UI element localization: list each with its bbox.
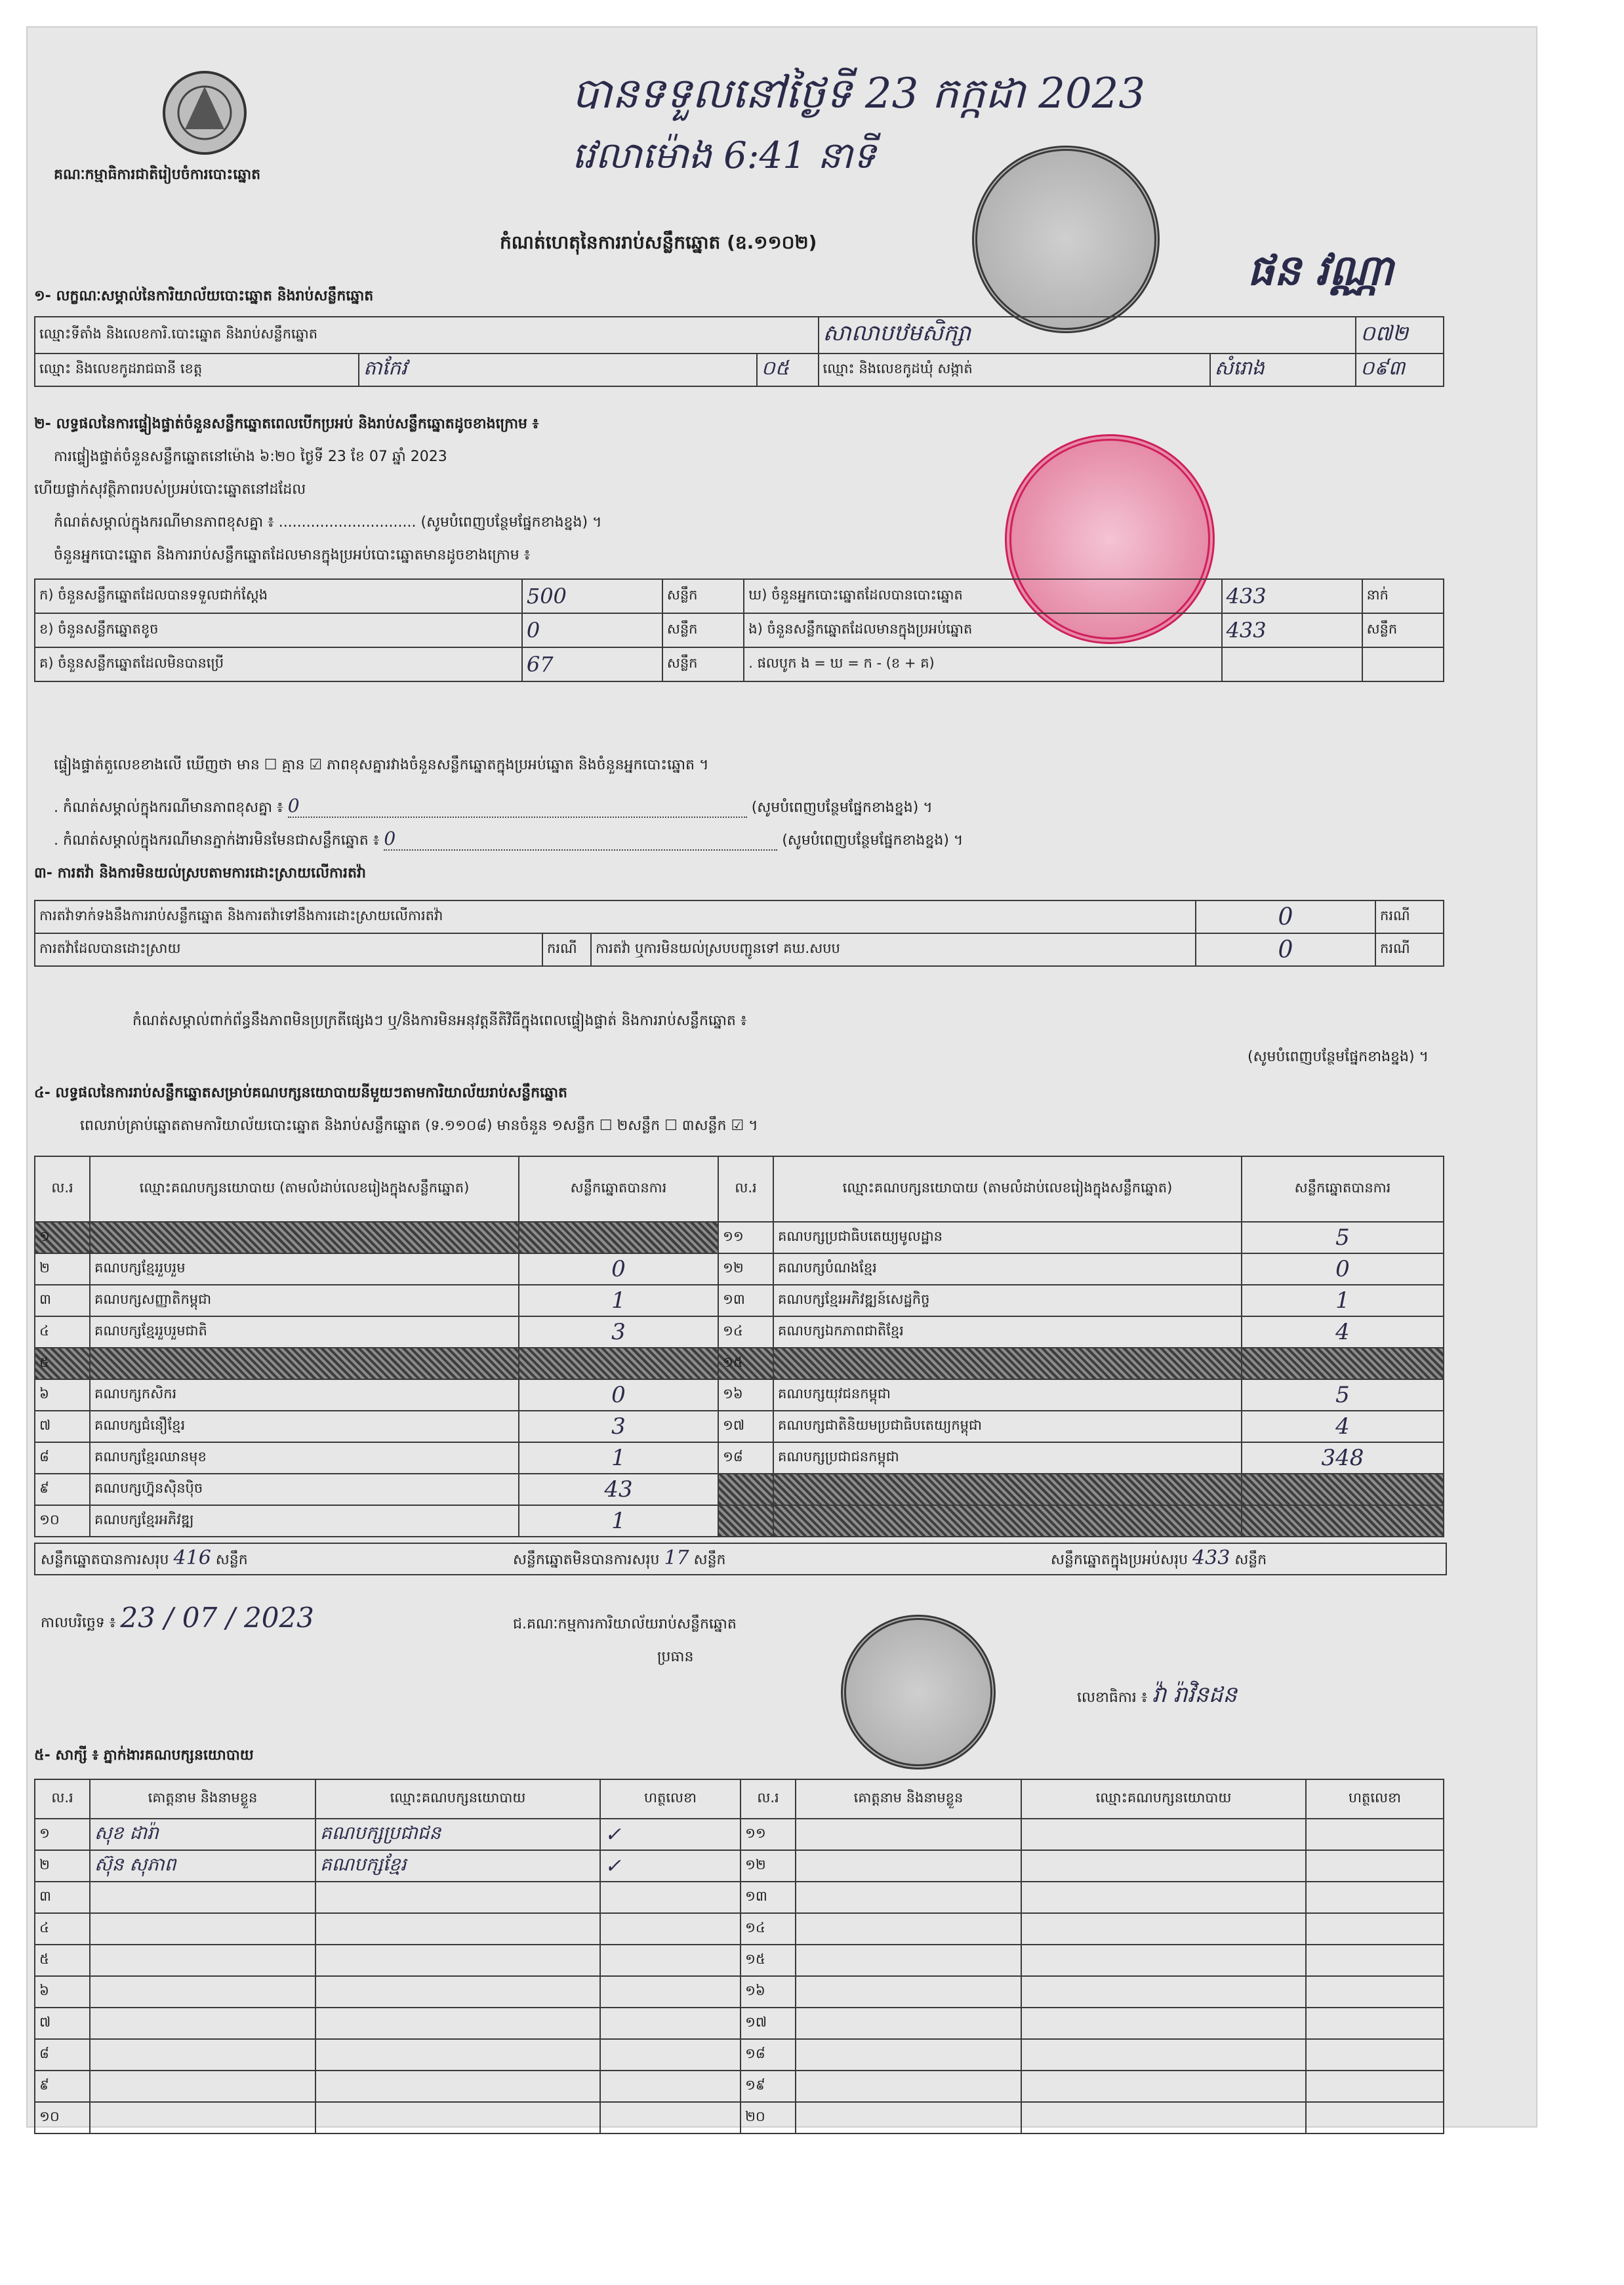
count-label: ង) ចំនួនសន្លឹកឆ្នោតដែលមានក្នុងប្រអប់ឆ្នោត bbox=[744, 613, 1221, 647]
count-value: 500 bbox=[522, 579, 662, 613]
witness-number: ១ bbox=[35, 1819, 90, 1850]
witness-row bbox=[35, 1945, 1444, 1976]
witness-name bbox=[90, 2008, 315, 2039]
province-value: តាកែវ bbox=[359, 354, 757, 386]
witness-party bbox=[315, 1976, 600, 2008]
witness-signature bbox=[600, 1913, 741, 1945]
section2-table bbox=[34, 578, 1444, 682]
party-number: ៧ bbox=[35, 1411, 90, 1442]
committee-name: គណៈកម្មាធិការជាតិរៀបចំការបោះឆ្នោត bbox=[54, 167, 261, 183]
witness-number: ១៤ bbox=[741, 1913, 796, 1945]
irregularity-note-tail: (សូមបំពេញបន្ថែមផ្នែកខាងខ្នង) ។ bbox=[1248, 1049, 1429, 1065]
party-votes: 1 bbox=[1242, 1285, 1444, 1316]
witness-party bbox=[315, 2008, 600, 2039]
witness-name bbox=[796, 1913, 1021, 1945]
party-votes: 0 bbox=[1242, 1253, 1444, 1285]
witness-signature bbox=[1306, 2102, 1444, 2133]
witness-party: គណបក្សប្រជាជន bbox=[315, 1819, 600, 1850]
witness-number: ២០ bbox=[741, 2102, 796, 2133]
witness-number: ៥ bbox=[35, 1945, 90, 1976]
party-row bbox=[35, 1285, 1444, 1316]
party-name: គណបក្សខ្មែរឈានមុខ bbox=[90, 1442, 519, 1474]
witness-party bbox=[1021, 2071, 1306, 2102]
party-votes: 1 bbox=[519, 1285, 718, 1316]
party-name: គណបក្សខ្មែរអភិវឌ្ឍ bbox=[90, 1505, 519, 1537]
forwarded-label: ការតវ៉ា ឬការមិនយល់ស្របបញ្ជូនទៅ គឃ.សបប bbox=[591, 933, 1196, 966]
party-name bbox=[773, 1505, 1242, 1537]
party-number: ១៦ bbox=[718, 1379, 773, 1411]
section3-title: ៣- ការតវ៉ា និងការមិនយល់ស្របតាមការដោះស្រាយលើការតវ៉ា bbox=[34, 865, 366, 881]
section1-table bbox=[34, 316, 1444, 387]
witness-signature bbox=[600, 2039, 741, 2071]
witness-name bbox=[90, 1882, 315, 1913]
witness-row bbox=[35, 2039, 1444, 2071]
witness-row bbox=[35, 2102, 1444, 2133]
witness-party bbox=[1021, 1882, 1306, 1913]
section4-title: ៤- លទ្ធផលនៃការរាប់សន្លឹកឆ្នោតសម្រាប់គណបក្សនយោបាយនីមួយៗតាមការិយាល័យរាប់សន្លឹកឆ្នោត bbox=[34, 1085, 568, 1101]
witness-name bbox=[796, 2008, 1021, 2039]
party-votes: 0 bbox=[519, 1253, 718, 1285]
witness-name: ស៊ុន សុភាព bbox=[90, 1850, 315, 1882]
secretary-name: វ៉ា រ៉ាវិនដន bbox=[1152, 1682, 1237, 1708]
count-value: 433 bbox=[1222, 613, 1362, 647]
count-label: ឃ) ចំនួនអ្នកបោះឆ្នោតដែលបានបោះឆ្នោត bbox=[744, 579, 1221, 613]
party-number: ១៥ bbox=[718, 1348, 773, 1379]
party-number: ១៣ bbox=[718, 1285, 773, 1316]
party-number: ១២ bbox=[718, 1253, 773, 1285]
office-label: ជ.គណៈកម្មការការិយាល័យរាប់សន្លឹកឆ្នោត bbox=[513, 1616, 737, 1632]
witness-number: ៣ bbox=[35, 1882, 90, 1913]
witness-party: គណបក្សខ្មែរ bbox=[315, 1850, 600, 1882]
witness-name: សុខ ដារ៉ា bbox=[90, 1819, 315, 1850]
party-number: ១១ bbox=[718, 1222, 773, 1253]
witness-name bbox=[90, 2039, 315, 2071]
witness-party bbox=[1021, 1945, 1306, 1976]
verify-time-line: ការផ្ទៀងផ្ទាត់ចំនួនសន្លឹកឆ្នោតនៅម៉ោង ៦:២០ ថ្ងៃទី 23 ខែ 07 ឆ្នាំ 2023 bbox=[54, 449, 447, 465]
witness-number: ៦ bbox=[35, 1976, 90, 2008]
party-number: ៦ bbox=[35, 1379, 90, 1411]
party-votes: 1 bbox=[519, 1505, 718, 1537]
witness-name bbox=[90, 2071, 315, 2102]
party-row bbox=[35, 1411, 1444, 1442]
party-number: ៣ bbox=[35, 1285, 90, 1316]
party-name: គណបក្សខ្មែររួបរួមជាតិ bbox=[90, 1316, 519, 1348]
party-votes: 3 bbox=[519, 1411, 718, 1442]
witness-number: ១១ bbox=[741, 1819, 796, 1850]
witness-name bbox=[796, 2102, 1021, 2133]
received-date: បានទទួលនៅថ្ងៃទី 23 កក្កដា 2023 bbox=[572, 70, 1146, 118]
count-row bbox=[35, 647, 1444, 681]
party-number: ១៤ bbox=[718, 1316, 773, 1348]
witness-party bbox=[1021, 1976, 1306, 2008]
witness-signature bbox=[1306, 1976, 1444, 2008]
witness-signature bbox=[600, 2008, 741, 2039]
witness-signature: ✓ bbox=[600, 1850, 741, 1882]
location-label: ឈ្មោះទីតាំង និងលេខការិ.បោះឆ្នោត និងរាប់សន្លឹកឆ្នោត bbox=[35, 317, 819, 354]
witness-number: ៩ bbox=[35, 2071, 90, 2102]
party-name: គណបក្សបំណងខ្មែរ bbox=[773, 1253, 1242, 1285]
total-all: 433 bbox=[1192, 1547, 1230, 1569]
party-row bbox=[35, 1222, 1444, 1253]
witness-name bbox=[796, 2039, 1021, 2071]
witness-row bbox=[35, 1850, 1444, 1882]
party-name: គណបក្សឯកភាពជាតិខ្មែរ bbox=[773, 1316, 1242, 1348]
received-time: វេលាម៉ោង 6:41 នាទី bbox=[572, 134, 876, 177]
party-number: ៤ bbox=[35, 1316, 90, 1348]
party-name: គណបក្សខ្មែរអភិវឌ្ឍន៍សេដ្ឋកិច្ច bbox=[773, 1285, 1242, 1316]
witness-signature bbox=[600, 1882, 741, 1913]
party-number: ៨ bbox=[35, 1442, 90, 1474]
complaint-value: 0 bbox=[1196, 900, 1375, 933]
date-value: 23 / 07 / 2023 bbox=[120, 1602, 314, 1634]
witness-signature bbox=[600, 2071, 741, 2102]
witness-signature bbox=[1306, 1850, 1444, 1882]
witness-name bbox=[796, 1945, 1021, 1976]
witness-name bbox=[796, 1850, 1021, 1882]
witness-number: ១៥ bbox=[741, 1945, 796, 1976]
witness-party bbox=[315, 1882, 600, 1913]
party-votes: 4 bbox=[1242, 1411, 1444, 1442]
party-name: គណបក្សប្រជាជនកម្ពុជា bbox=[773, 1442, 1242, 1474]
party-votes bbox=[519, 1348, 718, 1379]
party-number: ៥ bbox=[35, 1348, 90, 1379]
party-number bbox=[718, 1474, 773, 1505]
party-row bbox=[35, 1253, 1444, 1285]
form-sheet bbox=[26, 26, 1537, 2128]
count-intro-line: ចំនួនអ្នកបោះឆ្នោត និងការរាប់សន្លឹកឆ្នោតដែលមានក្នុងប្រអប់បោះឆ្នោតមានដូចខាងក្រោម ៖ bbox=[54, 547, 531, 563]
agent-note: . កំណត់សម្គាល់ក្នុងករណីមានភ្នាក់ងារមិនមែនជាសន្លឹកឆ្នោត ៖ 0 (សូមបំពេញបន្ថែមផ្នែកខាងខ្នង) ។ bbox=[54, 828, 964, 849]
party-name: គណបក្សប្រជាធិបតេយ្យមូលដ្ឋាន bbox=[773, 1222, 1242, 1253]
witness-party bbox=[1021, 2102, 1306, 2133]
party-number: ២ bbox=[35, 1253, 90, 1285]
witness-row bbox=[35, 1976, 1444, 2008]
witness-number: ១៨ bbox=[741, 2039, 796, 2071]
commune-value: សំរោង bbox=[1210, 354, 1356, 386]
party-votes: 348 bbox=[1242, 1442, 1444, 1474]
count-unit bbox=[1362, 647, 1444, 681]
witness-signature bbox=[600, 1945, 741, 1976]
difference-note: . កំណត់សម្គាល់ក្នុងករណីមានភាពខុសគ្នា ៖ 0 (សូមបំពេញបន្ថែមផ្នែកខាងខ្នង) ។ bbox=[54, 795, 933, 817]
count-unit: សន្លឹក bbox=[662, 647, 744, 681]
party-name: គណបក្សកសិករ bbox=[90, 1379, 519, 1411]
province-code: ០៥ bbox=[757, 354, 819, 386]
witness-number: ២ bbox=[35, 1850, 90, 1882]
section2-title: ២- លទ្ធផលនៃការផ្ទៀងផ្ទាត់ចំនួនសន្លឹកឆ្នោតពេលបើកប្រអប់ និងរាប់សន្លឹកឆ្នោតដូចខាងក្រោម ៖ bbox=[34, 416, 539, 432]
party-name: គណបក្សជំនឿខ្មែរ bbox=[90, 1411, 519, 1442]
witness-signature bbox=[1306, 2071, 1444, 2102]
witness-party bbox=[1021, 1819, 1306, 1850]
party-number: ១០ bbox=[35, 1505, 90, 1537]
total-valid: 416 bbox=[173, 1547, 211, 1569]
count-value: 67 bbox=[522, 647, 662, 681]
witness-number: ១៧ bbox=[741, 2008, 796, 2039]
count-unit: នាក់ bbox=[1362, 579, 1444, 613]
witness-signature bbox=[1306, 1819, 1444, 1850]
party-votes: 0 bbox=[519, 1379, 718, 1411]
forwarded-value: 0 bbox=[1196, 933, 1375, 966]
emblem-icon bbox=[159, 67, 251, 159]
seal-line: ហើយផ្លាក់សុវត្ថិភាពរបស់ប្រអប់បោះឆ្នោតនៅដដែល bbox=[34, 481, 306, 498]
witness-row bbox=[35, 1819, 1444, 1850]
party-name: គណបក្សជាតិនិយមប្រជាធិបតេយ្យកម្ពុជា bbox=[773, 1411, 1242, 1442]
witness-name bbox=[90, 1913, 315, 1945]
count-value: 433 bbox=[1222, 579, 1362, 613]
witness-number: ១០ bbox=[35, 2102, 90, 2133]
party-name bbox=[773, 1474, 1242, 1505]
witness-number: ១២ bbox=[741, 1850, 796, 1882]
party-votes: 1 bbox=[519, 1442, 718, 1474]
province-label: ឈ្មោះ និងលេខកូដរាជធានី ខេត្ត bbox=[35, 354, 359, 386]
witness-name bbox=[796, 1882, 1021, 1913]
witness-party bbox=[1021, 2039, 1306, 2071]
party-name bbox=[773, 1348, 1242, 1379]
chief-label: ប្រធាន bbox=[657, 1649, 694, 1665]
results-table: ល.រ ឈ្មោះគណបក្សនយោបាយ (តាមលំដាប់លេខរៀងក្នុងសន្លឹកឆ្នោត) សន្លឹកឆ្នោតបានការ ល.រ ឈ្មោះគណបក្សនយោបាយ (តាមលំដាប់លេខរៀងក្នុងសន្លឹកឆ្នោត) សន្លឹកឆ្នោតបានការ ១ ១១ គណបក្សប្រជាធិបតេយ្យមូលដ្ឋាន 5 ២ គណបក្សខ្មែររួបរួម 0 ១២ គណបក្សបំណងខ្មែរ 0 ៣ គណបក្សសញ្ញាតិកម្ពុជា 1 ១៣ គណបក្សខ្មែរអភិវឌ្ឍន៍សេដ្ឋកិច្ច 1 ៤ គណបក្សខ្មែររួបរួមជាតិ 3 ១៤ គណបក្សឯកភាពជាតិខ្មែរ 4 ៥ ១៥ ៦ គណបក្សកសិករ 0 ១៦ គណបក្សយុវជនកម្ពុជា 5 ៧ គណបក្សជំនឿខ្មែរ 3 ១៧ គណបក្សជាតិនិយមប្រជាធិបតេយ្យកម្ពុជា 4 ៨ គណបក្សខ្មែរឈានមុខ 1 ១៨ គណបក្សប្រជាជនកម្ពុជា 348 ៩ គណបក្សហ្វ៊ុនស៊ិនប៉ិច 43 ១០ គណបក្សខ្មែរអភិវឌ្ឍ 1 bbox=[34, 1156, 1444, 1537]
party-number: ១ bbox=[35, 1222, 90, 1253]
witness-number: ៧ bbox=[35, 2008, 90, 2039]
witness-number: ៤ bbox=[35, 1913, 90, 1945]
party-votes bbox=[1242, 1474, 1444, 1505]
witness-row bbox=[35, 1913, 1444, 1945]
witness-name bbox=[796, 2071, 1021, 2102]
witness-signature bbox=[600, 2102, 741, 2133]
party-name: គណបក្សយុវជនកម្ពុជា bbox=[773, 1379, 1242, 1411]
party-row bbox=[35, 1442, 1444, 1474]
count-label: គ) ចំនួនសន្លឹកឆ្នោតដែលមិនបានប្រើ bbox=[35, 647, 522, 681]
count-value: 0 bbox=[522, 613, 662, 647]
party-name: គណបក្សសញ្ញាតិកម្ពុជា bbox=[90, 1285, 519, 1316]
count-unit: សន្លឹក bbox=[662, 579, 744, 613]
witness-name bbox=[90, 1976, 315, 2008]
witness-number: ៨ bbox=[35, 2039, 90, 2071]
party-name: គណបក្សហ្វ៊ុនស៊ិនប៉ិច bbox=[90, 1474, 519, 1505]
official-stamp-icon bbox=[972, 146, 1160, 333]
witness-signature bbox=[1306, 1913, 1444, 1945]
location-code: ០៧២ bbox=[1356, 317, 1444, 354]
count-value bbox=[1222, 647, 1362, 681]
party-row bbox=[35, 1348, 1444, 1379]
party-name: គណបក្សខ្មែររួបរួម bbox=[90, 1253, 519, 1285]
witness-party bbox=[1021, 1850, 1306, 1882]
witness-name bbox=[90, 2102, 315, 2133]
witness-signature bbox=[600, 1976, 741, 2008]
count-unit: សន្លឹក bbox=[662, 613, 744, 647]
totals-row: សន្លឹកឆ្នោតបានការសរុប 416 សន្លឹក សន្លឹកឆ្នោតមិនបានការសរុប 17 សន្លឹក សន្លឹកឆ្នោតក្នុងប្រអប់សរុប 433 សន្លឹក bbox=[34, 1543, 1447, 1575]
party-number: ១៨ bbox=[718, 1442, 773, 1474]
section1-title: ១- លក្ខណៈសម្គាល់នៃការិយាល័យបោះឆ្នោត និងរាប់សន្លឹកឆ្នោត bbox=[34, 288, 374, 304]
date-line: កាលបរិច្ឆេទ ៖ 23 / 07 / 2023 bbox=[41, 1602, 314, 1634]
irregularity-note: កំណត់សម្គាល់ពាក់ព័ន្ធនឹងភាពមិនប្រក្រតីផ្សេងៗ ឬ/និងការមិនអនុវត្តនីតិវិធីក្នុងពេលផ្ទៀងផ្ទាត់ និងការរាប់សន្លឹកឆ្នោត ៖ bbox=[132, 1013, 747, 1029]
witness-number: ១៦ bbox=[741, 1976, 796, 2008]
party-votes bbox=[1242, 1505, 1444, 1537]
witness-row bbox=[35, 1882, 1444, 1913]
party-row bbox=[35, 1379, 1444, 1411]
party-row bbox=[35, 1316, 1444, 1348]
difference-check-line: ផ្ទៀងផ្ទាត់តួលេខខាងលើ ឃើញថា មាន ☐ គ្មាន ☑ ភាពខុសគ្នារវាងចំនួនសន្លឹកឆ្នោតក្នុងប្រអប់ឆ្នោត និងចំនួនអ្នកបោះឆ្នោត ។ bbox=[54, 757, 709, 773]
count-unit: សន្លឹក bbox=[1362, 613, 1444, 647]
witness-table: ល.រ គោត្តនាម និងនាមខ្លួន ឈ្មោះគណបក្សនយោបាយ ហត្ថលេខា ល.រ គោត្តនាម និងនាមខ្លួន ឈ្មោះគណបក្សនយោបាយ ហត្ថលេខា ១ សុខ ដារ៉ា គណបក្សប្រជាជន ✓ ១១ ២ ស៊ុន សុភាព គណបក្សខ្មែរ ✓ ១២ ៣ ១៣ ៤ ១៤ ៥ ១៥ ៦ ១៦ ៧ ១៧ ៨ ១៨ ៩ ១៩ ១០ ២០ bbox=[34, 1779, 1444, 2134]
count-label: ខ) ចំនួនសន្លឹកឆ្នោតខូច bbox=[35, 613, 522, 647]
location-value: សាលាបឋមសិក្សា bbox=[819, 317, 1356, 354]
total-invalid: 17 bbox=[664, 1547, 689, 1569]
witness-name bbox=[796, 1819, 1021, 1850]
party-number bbox=[718, 1505, 773, 1537]
count-row bbox=[35, 579, 1444, 613]
party-number: ៩ bbox=[35, 1474, 90, 1505]
party-votes: 5 bbox=[1242, 1222, 1444, 1253]
commune-label: ឈ្មោះ និងលេខកូដឃុំ សង្កាត់ bbox=[819, 354, 1210, 386]
witness-signature bbox=[1306, 1882, 1444, 1913]
complaint-label: ការតវ៉ាទាក់ទងនឹងការរាប់សន្លឹកឆ្នោត និងការតវ៉ាទៅនឹងការដោះស្រាយលើការតវ៉ា bbox=[35, 900, 1196, 933]
party-row bbox=[35, 1474, 1444, 1505]
party-name bbox=[90, 1348, 519, 1379]
party-votes bbox=[519, 1222, 718, 1253]
party-votes: 3 bbox=[519, 1316, 718, 1348]
commune-code: ០៩៣ bbox=[1356, 354, 1444, 386]
secretary-line: លេខាធិការ ៖ វ៉ា រ៉ាវិនដន bbox=[1077, 1682, 1237, 1708]
section3-table: ការតវ៉ាទាក់ទងនឹងការរាប់សន្លឹកឆ្នោត និងការតវ៉ាទៅនឹងការដោះស្រាយលើការតវ៉ា 0 ករណី ការតវ៉ាដែលបានដោះស្រាយ ករណី ការតវ៉ា ឬការមិនយល់ស្របបញ្ជូនទៅ គឃ.សបប 0 ករណី bbox=[34, 900, 1444, 967]
party-number: ១៧ bbox=[718, 1411, 773, 1442]
count-label: . ផលបូក ង = ឃ = ក - (ខ + គ) bbox=[744, 647, 1221, 681]
party-votes: 4 bbox=[1242, 1316, 1444, 1348]
witness-signature bbox=[1306, 2039, 1444, 2071]
form-title: កំណត់ហេតុនៃការរាប់សន្លឹកឆ្នោត (ឧ.១១០២) bbox=[500, 232, 817, 253]
witness-party bbox=[1021, 2008, 1306, 2039]
corner-label: ផន វណ្ណា bbox=[1248, 246, 1394, 295]
witness-party bbox=[315, 2039, 600, 2071]
witness-signature bbox=[1306, 2008, 1444, 2039]
witness-party bbox=[315, 2071, 600, 2102]
witness-name bbox=[796, 1976, 1021, 2008]
tally-sheet-line: ពេលរាប់គ្រាប់ឆ្នោតតាមការិយាល័យបោះឆ្នោត និងរាប់សន្លឹកឆ្នោត (ទ.១១០៨) មានចំនួន ១សន្លឹក ☐ ២សន្លឹក ☐ ៣សន្លឹក ☑ ។ bbox=[80, 1118, 758, 1134]
count-row bbox=[35, 613, 1444, 647]
resolved-label: ការតវ៉ាដែលបានដោះស្រាយ bbox=[35, 933, 542, 966]
witness-party bbox=[315, 1913, 600, 1945]
party-votes: 43 bbox=[519, 1474, 718, 1505]
witness-signature bbox=[1306, 1945, 1444, 1976]
party-votes bbox=[1242, 1348, 1444, 1379]
witness-party bbox=[1021, 1913, 1306, 1945]
witness-party bbox=[315, 2102, 600, 2133]
witness-row bbox=[35, 2071, 1444, 2102]
witness-number: ១៣ bbox=[741, 1882, 796, 1913]
party-votes: 5 bbox=[1242, 1379, 1444, 1411]
witness-signature: ✓ bbox=[600, 1819, 741, 1850]
difference-note-line: កំណត់សម្គាល់ក្នុងករណីមានភាពខុសគ្នា ៖ .............................. (សូមបំពេញបន្ថែមផ្នែកខាងខ្នង) ។ bbox=[54, 514, 602, 531]
witness-number: ១៩ bbox=[741, 2071, 796, 2102]
witness-party bbox=[315, 1945, 600, 1976]
office-stamp-icon bbox=[841, 1615, 996, 1769]
witness-row bbox=[35, 2008, 1444, 2039]
count-label: ក) ចំនួនសន្លឹកឆ្នោតដែលបានទទួលជាក់ស្ដែង bbox=[35, 579, 522, 613]
party-row bbox=[35, 1505, 1444, 1537]
section5-title: ៥- សាក្សី ៖ ភ្នាក់ងារគណបក្សនយោបាយ bbox=[34, 1747, 254, 1764]
witness-name bbox=[90, 1945, 315, 1976]
party-name bbox=[90, 1222, 519, 1253]
